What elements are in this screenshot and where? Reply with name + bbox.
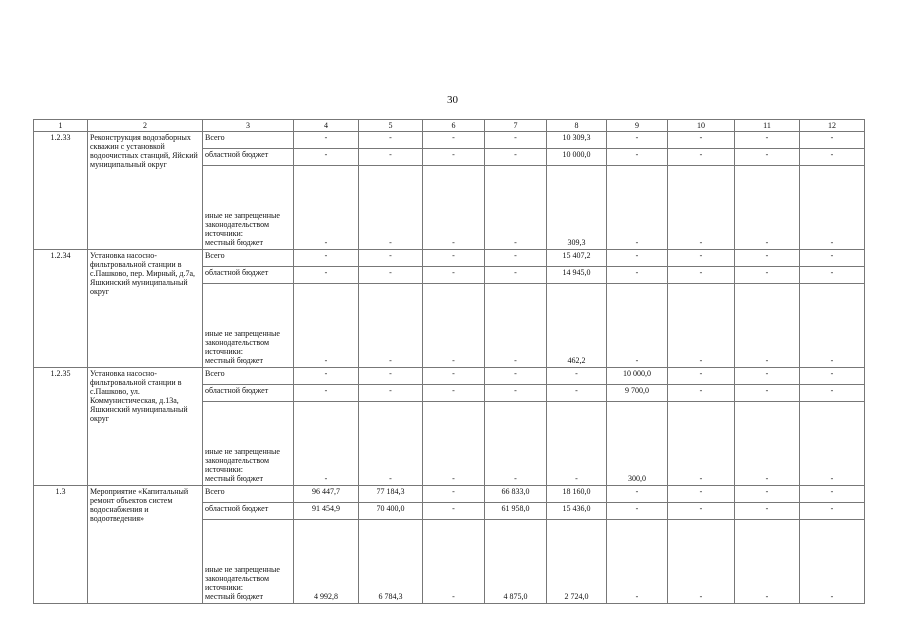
amount-cell: -	[359, 402, 423, 486]
amount-cell: -	[359, 132, 423, 149]
amount-cell: -	[607, 166, 668, 250]
amount-cell: -	[735, 166, 800, 250]
table-row	[34, 486, 865, 503]
amount-cell: -	[668, 402, 735, 486]
amount-cell: 77 184,3	[359, 486, 423, 503]
amount-cell: 91 454,9	[294, 503, 359, 520]
item-number: 1.2.34	[34, 250, 88, 368]
amount-cell: 10 000,0	[607, 368, 668, 385]
column-number: 1	[34, 120, 88, 132]
amount-cell: -	[735, 402, 800, 486]
amount-cell: 61 958,0	[485, 503, 547, 520]
amount-cell: -	[607, 149, 668, 166]
amount-cell: -	[485, 385, 547, 402]
amount-cell: -	[735, 284, 800, 368]
funding-source: областной бюджет	[203, 385, 294, 402]
amount-cell: 4 992,8	[294, 520, 359, 604]
amount-cell: -	[423, 132, 485, 149]
funding-source: Всего	[203, 486, 294, 503]
amount-cell: -	[485, 267, 547, 284]
amount-cell: -	[294, 149, 359, 166]
amount-cell: -	[485, 166, 547, 250]
item-name: Установка насосно-фильтровальной станции в с.Пашково, пер. Мирный, д.7а, Яшкинский муниципальный округ	[88, 250, 203, 368]
amount-cell: -	[800, 284, 865, 368]
amount-cell: -	[800, 368, 865, 385]
amount-cell: -	[607, 284, 668, 368]
amount-cell: -	[423, 166, 485, 250]
amount-cell: -	[294, 267, 359, 284]
amount-cell: -	[294, 250, 359, 267]
amount-cell: -	[359, 385, 423, 402]
table-row	[34, 132, 865, 149]
column-number: 12	[800, 120, 865, 132]
amount-cell: -	[735, 385, 800, 402]
amount-cell: -	[359, 267, 423, 284]
amount-cell: -	[800, 149, 865, 166]
funding-source: областной бюджет	[203, 267, 294, 284]
amount-cell: -	[607, 267, 668, 284]
amount-cell: -	[423, 368, 485, 385]
table-row	[34, 368, 865, 385]
amount-cell: 10 309,3	[547, 132, 607, 149]
amount-cell: -	[735, 149, 800, 166]
page-number: 30	[447, 94, 458, 106]
amount-cell: -	[294, 132, 359, 149]
amount-cell: 4 875,0	[485, 520, 547, 604]
item-number: 1.2.35	[34, 368, 88, 486]
amount-cell: -	[485, 284, 547, 368]
amount-cell: -	[294, 368, 359, 385]
funding-source: иные не запрещенные законодательством источники: местный бюджет	[203, 520, 294, 604]
amount-cell: -	[423, 284, 485, 368]
amount-cell: -	[668, 166, 735, 250]
amount-cell: 6 784,3	[359, 520, 423, 604]
amount-cell: 300,0	[607, 402, 668, 486]
amount-cell: -	[668, 267, 735, 284]
amount-cell: -	[607, 520, 668, 604]
item-number: 1.2.33	[34, 132, 88, 250]
amount-cell: -	[800, 166, 865, 250]
funding-source: Всего	[203, 132, 294, 149]
amount-cell: 15 436,0	[547, 503, 607, 520]
amount-cell: 9 700,0	[607, 385, 668, 402]
amount-cell: -	[423, 267, 485, 284]
amount-cell: -	[423, 503, 485, 520]
amount-cell: 70 400,0	[359, 503, 423, 520]
amount-cell: 66 833,0	[485, 486, 547, 503]
amount-cell: -	[607, 132, 668, 149]
amount-cell: -	[735, 520, 800, 604]
column-number: 6	[423, 120, 485, 132]
amount-cell: -	[423, 402, 485, 486]
amount-cell: -	[800, 402, 865, 486]
amount-cell: -	[800, 486, 865, 503]
amount-cell: 309,3	[547, 166, 607, 250]
amount-cell: 15 407,2	[547, 250, 607, 267]
item-name: Мероприятие «Капитальный ремонт объектов систем водоснабжения и водоотведения»	[88, 486, 203, 604]
amount-cell: -	[735, 368, 800, 385]
amount-cell: -	[735, 267, 800, 284]
amount-cell: -	[668, 284, 735, 368]
amount-cell: -	[800, 385, 865, 402]
column-number: 7	[485, 120, 547, 132]
column-number: 10	[668, 120, 735, 132]
amount-cell: -	[800, 267, 865, 284]
amount-cell: -	[735, 250, 800, 267]
item-name: Реконструкция водозаборных скважин с установкой водоочистных станций, Яйский муниципальный округ	[88, 132, 203, 250]
column-number: 8	[547, 120, 607, 132]
column-number: 5	[359, 120, 423, 132]
amount-cell: -	[800, 520, 865, 604]
item-number: 1.3	[34, 486, 88, 604]
amount-cell: -	[485, 368, 547, 385]
amount-cell: -	[668, 385, 735, 402]
column-number-row	[34, 120, 865, 132]
funding-source: иные не запрещенные законодательством источники: местный бюджет	[203, 284, 294, 368]
amount-cell: -	[800, 503, 865, 520]
amount-cell: 10 000,0	[547, 149, 607, 166]
amount-cell: -	[294, 385, 359, 402]
amount-cell: -	[800, 132, 865, 149]
amount-cell: -	[423, 486, 485, 503]
amount-cell: -	[668, 132, 735, 149]
amount-cell: -	[735, 503, 800, 520]
column-number: 3	[203, 120, 294, 132]
amount-cell: 2 724,0	[547, 520, 607, 604]
amount-cell: -	[607, 503, 668, 520]
amount-cell: -	[294, 166, 359, 250]
amount-cell: -	[359, 149, 423, 166]
column-number: 2	[88, 120, 203, 132]
amount-cell: -	[359, 166, 423, 250]
amount-cell: -	[668, 250, 735, 267]
item-name: Установка насосно-фильтровальной станции в с.Пашково, ул. Коммунистическая, д.13а, Яшкинский муниципальный округ	[88, 368, 203, 486]
budget-table	[33, 119, 865, 604]
amount-cell: -	[735, 132, 800, 149]
funding-source: Всего	[203, 368, 294, 385]
amount-cell: -	[423, 520, 485, 604]
amount-cell: -	[485, 149, 547, 166]
amount-cell: -	[668, 486, 735, 503]
funding-source: иные не запрещенные законодательством источники: местный бюджет	[203, 166, 294, 250]
amount-cell: -	[547, 402, 607, 486]
amount-cell: -	[485, 132, 547, 149]
amount-cell: -	[735, 486, 800, 503]
funding-source: Всего	[203, 250, 294, 267]
amount-cell: -	[668, 520, 735, 604]
amount-cell: -	[423, 385, 485, 402]
funding-source: иные не запрещенные законодательством источники: местный бюджет	[203, 402, 294, 486]
amount-cell: 18 160,0	[547, 486, 607, 503]
amount-cell: -	[294, 284, 359, 368]
column-number: 11	[735, 120, 800, 132]
table-body	[34, 120, 865, 604]
amount-cell: -	[547, 385, 607, 402]
amount-cell: -	[547, 368, 607, 385]
amount-cell: 462,2	[547, 284, 607, 368]
amount-cell: -	[359, 284, 423, 368]
funding-source: областной бюджет	[203, 503, 294, 520]
amount-cell: -	[485, 402, 547, 486]
amount-cell: -	[800, 250, 865, 267]
amount-cell: -	[485, 250, 547, 267]
amount-cell: -	[668, 503, 735, 520]
amount-cell: -	[359, 368, 423, 385]
column-number: 9	[607, 120, 668, 132]
amount-cell: -	[668, 368, 735, 385]
amount-cell: 14 945,0	[547, 267, 607, 284]
funding-source: областной бюджет	[203, 149, 294, 166]
amount-cell: -	[294, 402, 359, 486]
amount-cell: -	[607, 250, 668, 267]
table-row	[34, 250, 865, 267]
amount-cell: 96 447,7	[294, 486, 359, 503]
amount-cell: -	[423, 149, 485, 166]
amount-cell: -	[607, 486, 668, 503]
column-number: 4	[294, 120, 359, 132]
amount-cell: -	[668, 149, 735, 166]
amount-cell: -	[423, 250, 485, 267]
amount-cell: -	[359, 250, 423, 267]
